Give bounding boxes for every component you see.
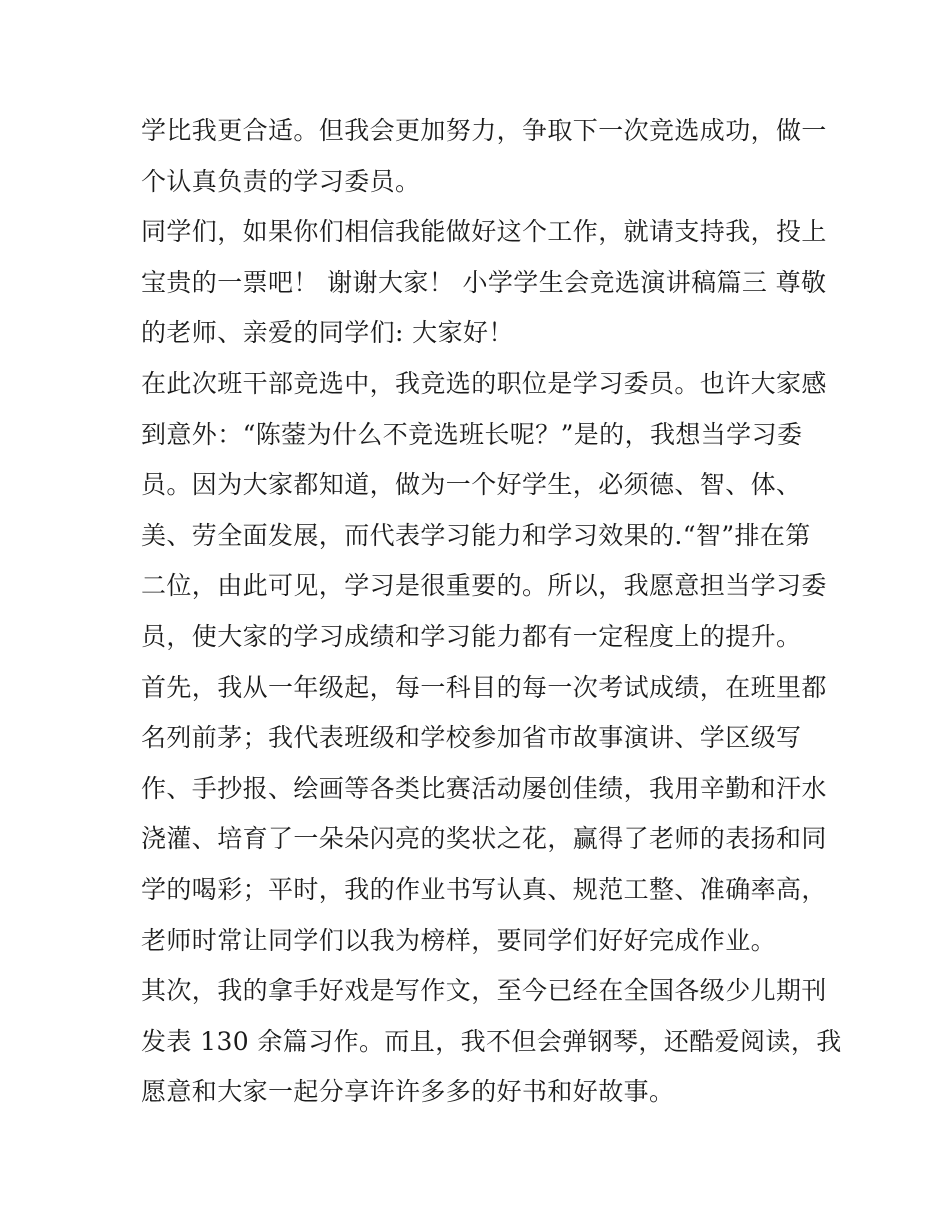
text-line: 名列前茅；我代表班级和学校参加省市故事演讲、学区级写 xyxy=(141,723,802,753)
text-line: 发表 130 余篇习作。而且，我不但会弹钢琴，还酷爱阅读，我 xyxy=(141,1026,842,1056)
text-line: 个认真负责的学习委员。 xyxy=(141,166,421,196)
text-line: 员，使大家的学习成绩和学习能力都有一定程度上的提升。 xyxy=(141,621,802,651)
text-line: 老师时常让同学们以我为榜样，要同学们好好完成作业。 xyxy=(141,925,777,955)
text-line: 作、手抄报、绘画等各类比赛活动屡创佳绩，我用辛勤和汗水 xyxy=(141,773,827,803)
text-line: 同学们，如果你们相信我能做好这个工作，就请支持我，投上 xyxy=(141,217,827,247)
text-line: 学比我更合适。但我会更加努力，争取下一次竞选成功，做一 xyxy=(141,116,827,145)
text-line: 其次，我的拿手好戏是写作文，至今已经在全国各级少儿期刊 xyxy=(141,976,827,1006)
text-line: 学的喝彩；平时，我的作业书写认真、规范工整、准确率高， xyxy=(141,874,827,904)
text-line: 的老师、亲爱的同学们: 大家好！ xyxy=(141,318,514,348)
text-line: 员。因为大家都知道，做为一个好学生，必须德、智、体、 xyxy=(141,470,802,500)
text-line: 首先，我从一年级起，每一科目的每一次考试成绩，在班里都 xyxy=(141,672,827,702)
text-line: 浇灌、培育了一朵朵闪亮的奖状之花，赢得了老师的表扬和同 xyxy=(141,824,827,854)
text-line: 二位，由此可见，学习是很重要的。所以，我愿意担当学习委 xyxy=(141,571,827,601)
document-body xyxy=(141,106,842,1118)
text-line: 在此次班干部竞选中，我竞选的职位是学习委员。也许大家感 xyxy=(141,368,827,398)
text-line: 宝贵的一票吧！ 谢谢大家！ 小学学生会竞选演讲稿篇三 尊敬 xyxy=(141,267,827,297)
text-line: 愿意和大家一起分享许许多多的好书和好故事。 xyxy=(141,1077,675,1107)
text-line: 美、劳全面发展，而代表学习能力和学习效果的.“智”排在第 xyxy=(141,520,811,550)
text-line: 到意外：“陈蓥为什么不竞选班长呢？”是的，我想当学习委 xyxy=(141,419,803,449)
